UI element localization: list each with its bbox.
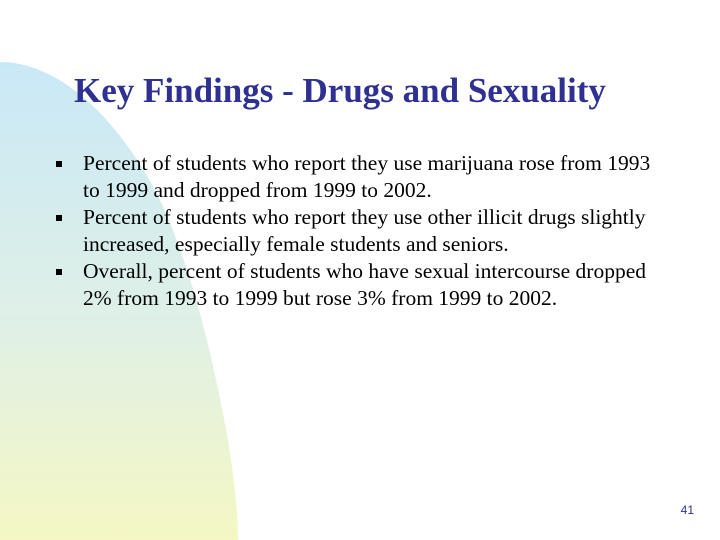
list-item bbox=[56, 204, 656, 258]
square-bullet-icon bbox=[56, 269, 62, 275]
bullet-text: Overall, percent of students who have sexual intercourse dropped 2% from 1993 to 1999 but rose 3% from 1999 to 2002. bbox=[83, 259, 646, 310]
list-item bbox=[56, 150, 656, 204]
square-bullet-icon bbox=[56, 215, 62, 221]
slide-title: Key Findings - Drugs and Sexuality bbox=[74, 71, 606, 110]
square-bullet-icon bbox=[56, 161, 62, 167]
page-number: 41 bbox=[680, 503, 694, 517]
bullet-list bbox=[56, 150, 656, 312]
list-item bbox=[56, 258, 656, 312]
bullet-text: Percent of students who report they use other illicit drugs slightly increased, especially female students and seniors. bbox=[83, 205, 646, 256]
bullet-text: Percent of students who report they use marijuana rose from 1993 to 1999 and dropped from 1999 to 2002. bbox=[83, 151, 651, 202]
